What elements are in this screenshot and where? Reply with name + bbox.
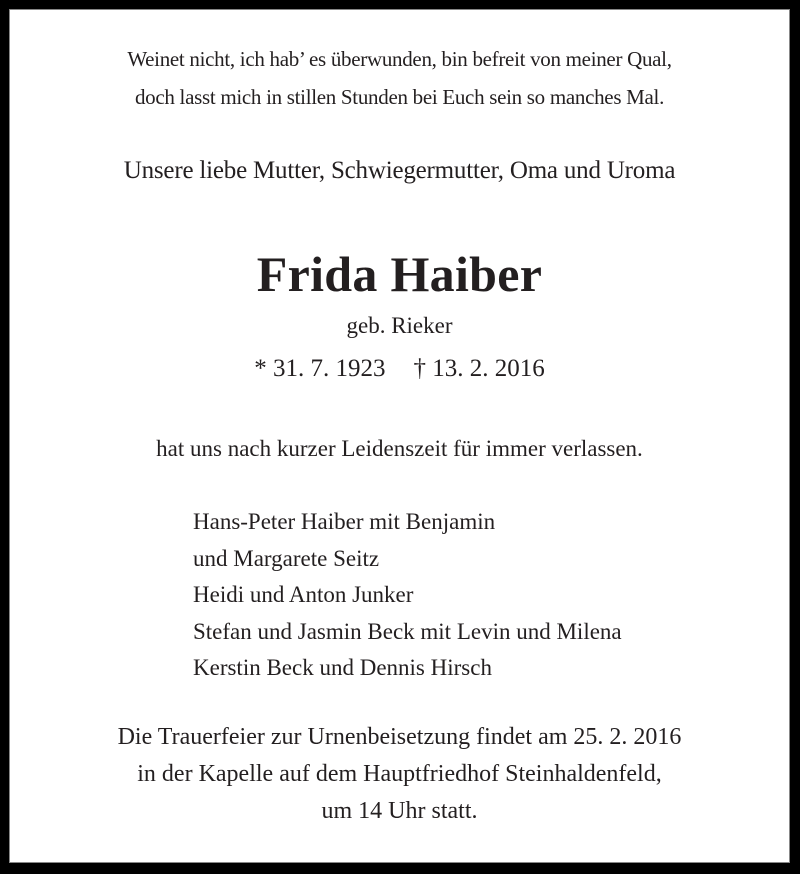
passing-text: hat uns nach kurzer Leidenszeit für immer verlassen. xyxy=(156,436,643,461)
mourner-line: und Margarete Seitz xyxy=(193,545,380,571)
service-line-2: in der Kapelle auf dem Hauptfriedhof Steinhaldenfeld, xyxy=(137,761,662,787)
obituary-notice xyxy=(9,9,790,863)
maiden-name: geb. Rieker xyxy=(346,313,453,338)
service-line-1: Die Trauerfeier zur Urnenbeisetzung findet am 25. 2. 2016 xyxy=(117,724,682,750)
life-dates xyxy=(10,355,789,383)
deceased-name: Frida Haiber xyxy=(256,246,543,302)
mourner-line: Kerstin Beck und Dennis Hirsch xyxy=(193,655,492,680)
death-date: † 13. 2. 2016 xyxy=(413,355,545,382)
mourner-line: Heidi und Anton Junker xyxy=(193,582,414,607)
mourner-line: Stefan und Jasmin Beck mit Levin und Milena xyxy=(193,618,622,644)
mourner-line: Hans-Peter Haiber mit Benjamin xyxy=(193,509,496,534)
birth-date: * 31. 7. 1923 xyxy=(254,355,386,382)
mourners-list xyxy=(193,504,622,687)
service-line-3: um 14 Uhr statt. xyxy=(321,798,478,824)
intro-text: Unsere liebe Mutter, Schwiegermutter, Oma und Uroma xyxy=(123,157,676,184)
verse-line-2: doch lasst mich in stillen Stunden bei Euch sein so manches Mal. xyxy=(134,85,665,109)
verse-line-1: Weinet nicht, ich hab’ es überwunden, bin befreit von meiner Qual, xyxy=(127,47,672,71)
